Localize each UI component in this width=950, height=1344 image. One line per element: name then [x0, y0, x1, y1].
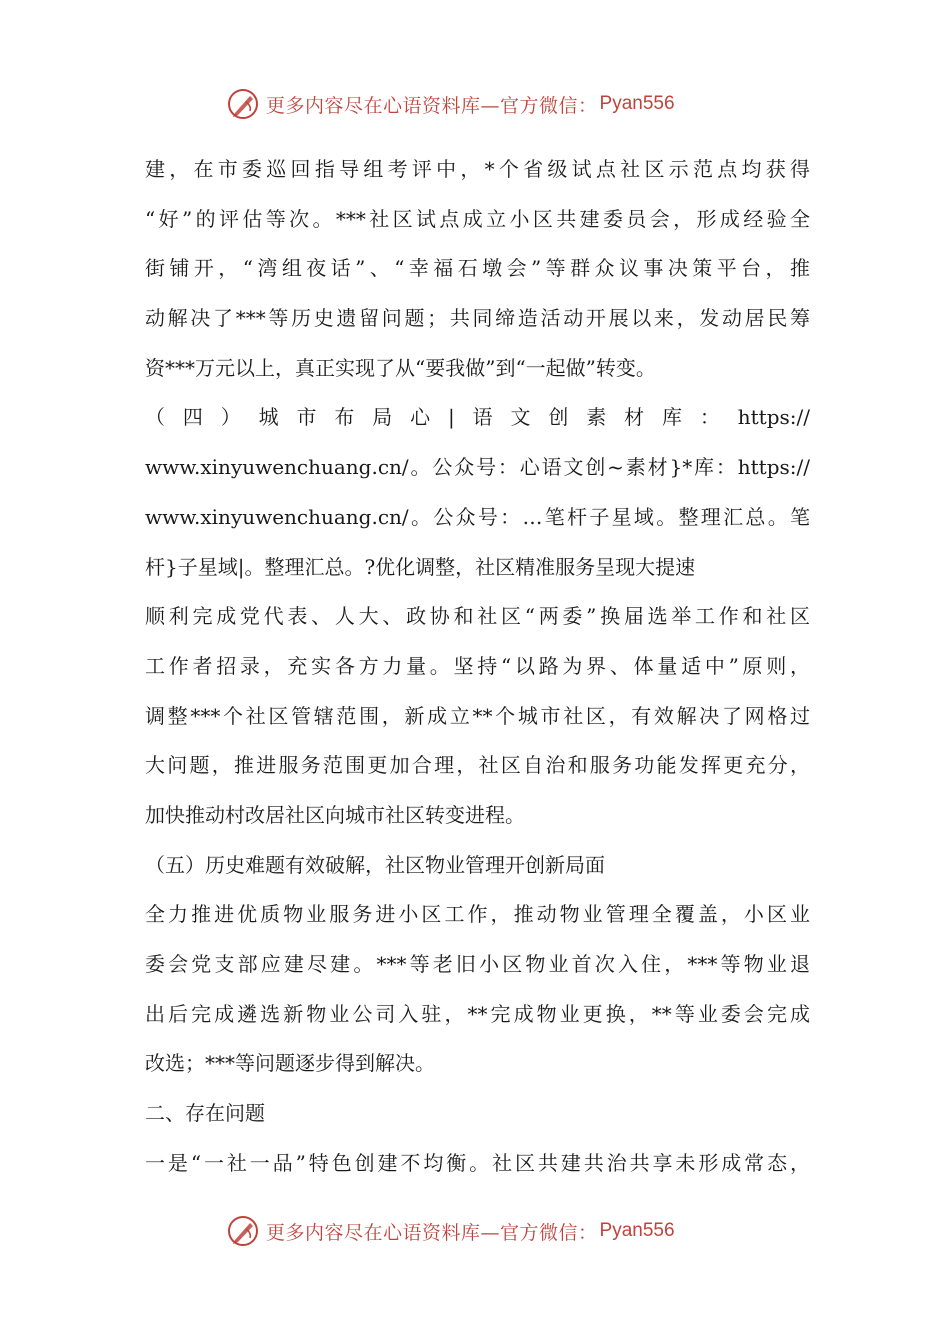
text-line: 街铺开，“湾组夜话”、“幸福石墩会”等群众议事决策平台，推 [145, 256, 810, 281]
text-line: 动解决了***等历史遗留问题；共同缔造活动开展以来，发动居民筹 [145, 306, 810, 331]
text-line: 加快推动村改居社区向城市社区转变进程。 [145, 802, 525, 827]
text-line: 建，在市委巡回指导组考评中，*个省级试点社区示范点均获得 [145, 157, 810, 181]
text-line: 大问题，推进服务范围更加合理，社区自治和服务功能发挥更充分， [145, 753, 810, 778]
text-line: 杆}子星域|。整理汇总。?优化调整，社区精准服务呈现大提速 [145, 554, 696, 579]
section-heading-5: （五）历史难题有效破解，社区物业管理开创新局面 [145, 852, 605, 877]
footer-wechat-id: Pyan556 [599, 1220, 675, 1241]
text-line: 调整***个社区管辖范围，新成立**个城市社区，有效解决了网格过 [145, 703, 810, 728]
section-heading-4: （四）城市布局心|语文创素材库：https:// [145, 405, 810, 430]
text-line: 出后完成遴选新物业公司入驻，**完成物业更换，**等业委会完成 [145, 1001, 810, 1026]
text-line: 工作者招录，充实各方力量。坚持“以路为界、体量适中”原则， [145, 653, 810, 678]
header-banner-text: 更多内容尽在心语资料库—官方微信： [266, 94, 598, 117]
text-line: www.xinyuwenchuang.cn/。公众号：心语文创~素材}*库：https:// [145, 455, 810, 480]
footer-banner [226, 1214, 675, 1248]
text-line: 一是“一社一品”特色创建不均衡。社区共建共治共享未形成常态， [145, 1150, 810, 1175]
document-body [145, 145, 810, 1188]
text-line: “好”的评估等次。***社区试点成立小区共建委员会，形成经验全 [145, 206, 810, 231]
pen-logo-icon [226, 87, 260, 121]
text-line: www.xinyuwenchuang.cn/。公众号：…笔杆子星域。整理汇总。笔 [145, 504, 810, 529]
text-line: 委会党支部应建尽建。***等老旧小区物业首次入住，***等物业退 [145, 952, 810, 976]
text-line: 顺利完成党代表、人大、政协和社区“两委”换届选举工作和社区 [145, 604, 810, 629]
text-line: 全力推进优质物业服务进小区工作，推动物业管理全覆盖，小区业 [145, 902, 810, 927]
header-banner [226, 87, 675, 121]
section-heading-problems: 二、存在问题 [145, 1101, 265, 1126]
text-line: 改选；***等问题逐步得到解决。 [145, 1051, 435, 1076]
footer-banner-text: 更多内容尽在心语资料库—官方微信： [266, 1221, 598, 1244]
text-line: 资***万元以上，真正实现了从“要我做”到“一起做”转变。 [145, 355, 656, 380]
pen-logo-icon [226, 1214, 260, 1248]
header-wechat-id: Pyan556 [599, 93, 675, 114]
